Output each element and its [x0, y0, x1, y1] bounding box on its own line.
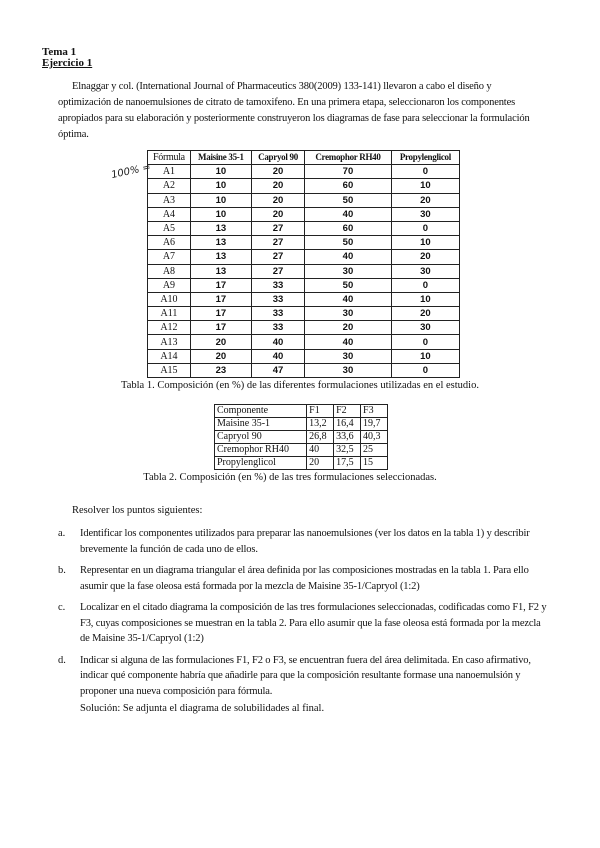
table-cell: 0	[391, 363, 459, 377]
table-cell: 27	[251, 264, 304, 278]
table-cell: 47	[251, 363, 304, 377]
table-cell: 30	[305, 307, 392, 321]
selected-formulations-table-body	[215, 418, 388, 470]
table-cell: 10	[190, 179, 251, 193]
table-cell: 13	[190, 250, 251, 264]
table-cell: 20	[391, 250, 459, 264]
row-label-cell: A12	[148, 321, 191, 335]
question-list	[58, 526, 548, 705]
table-cell: 13,2	[307, 418, 334, 431]
table-cell: 40	[305, 250, 392, 264]
item-label: a.	[58, 528, 66, 539]
table-cell: 20	[251, 165, 304, 179]
table-cell: 17	[190, 278, 251, 292]
table-row	[148, 165, 460, 179]
table-cell: 27	[251, 250, 304, 264]
table-header-row	[215, 405, 388, 418]
row-label-cell: A4	[148, 207, 191, 221]
table-cell: 40	[251, 335, 304, 349]
table-cell: 17	[190, 307, 251, 321]
row-label-cell: A3	[148, 193, 191, 207]
table-cell: 10	[391, 292, 459, 306]
table-cell: 20	[305, 321, 392, 335]
table-cell: 30	[305, 264, 392, 278]
table-cell: 30	[391, 264, 459, 278]
table-cell: 40	[307, 444, 334, 457]
list-item	[58, 526, 548, 557]
table-row	[148, 321, 460, 335]
item-text: Representar en un diagrama triangular el área definida por las composiciones mostradas en la tabla 1. Para ello asumir que la fase oleosa está formada por la mezcla de Maisine 35-1/Capryol (1:2)	[80, 565, 529, 592]
row-label-cell: Capryol 90	[215, 431, 307, 444]
table-cell: 17	[190, 321, 251, 335]
table-header-row	[148, 151, 460, 165]
row-label-cell: A6	[148, 236, 191, 250]
table-row	[148, 179, 460, 193]
table-cell: 13	[190, 236, 251, 250]
column-header: Propylenglicol	[391, 151, 459, 165]
table2-caption: Tabla 2. Composición (en %) de las tres formulaciones seleccionadas.	[143, 472, 437, 483]
row-label-cell: A5	[148, 221, 191, 235]
row-label-cell: A11	[148, 307, 191, 321]
table-cell: 13	[190, 264, 251, 278]
table-cell: 20	[251, 179, 304, 193]
table-cell: 50	[305, 278, 392, 292]
table-cell: 10	[391, 236, 459, 250]
table-cell: 40	[305, 335, 392, 349]
table-cell: 10	[190, 207, 251, 221]
table-cell: 60	[305, 179, 392, 193]
table-cell: 40	[305, 292, 392, 306]
table-cell: 10	[190, 193, 251, 207]
table-cell: 25	[361, 444, 388, 457]
table-cell: 33	[251, 292, 304, 306]
table-cell: 23	[190, 363, 251, 377]
solution-note: Solución: Se adjunta el diagrama de solubilidades al final.	[80, 703, 325, 714]
table-cell: 19,7	[361, 418, 388, 431]
table-cell: 0	[391, 278, 459, 292]
row-label-cell: A13	[148, 335, 191, 349]
row-label-cell: Cremophor RH40	[215, 444, 307, 457]
table-cell: 20	[391, 193, 459, 207]
table-cell: 30	[305, 349, 392, 363]
table-cell: 16,4	[334, 418, 361, 431]
table-row	[215, 444, 388, 457]
row-label-cell: Propylenglicol	[215, 457, 307, 470]
table-row	[148, 363, 460, 377]
formulations-table-body	[148, 165, 460, 378]
table-cell: 13	[190, 221, 251, 235]
table-row	[148, 292, 460, 306]
table-cell: 0	[391, 221, 459, 235]
row-label-cell: A7	[148, 250, 191, 264]
table-cell: 10	[190, 165, 251, 179]
table-row	[215, 431, 388, 444]
table-cell: 15	[361, 457, 388, 470]
item-text: Localizar en el citado diagrama la composición de las tres formulaciones seleccionadas, codificadas como F1, F2 y F3, cuyas composiciones se muestran en la tabla 2. Para ello asumir que la fase oleosa está formada por la mezcla de Maisine 35-1/Capryol (1:2)	[80, 602, 547, 644]
column-header: Fórmula	[148, 151, 191, 165]
table-cell: 32,5	[334, 444, 361, 457]
column-header: Maisine 35-1	[190, 151, 251, 165]
table1-caption: Tabla 1. Composición (en %) de las diferentes formulaciones utilizadas en el estudio.	[121, 380, 479, 391]
table-cell: 26,8	[307, 431, 334, 444]
table-row	[148, 278, 460, 292]
table-cell: 0	[391, 165, 459, 179]
table-row	[148, 236, 460, 250]
row-label-cell: A15	[148, 363, 191, 377]
table-row	[215, 418, 388, 431]
row-label-cell: A2	[148, 179, 191, 193]
table-cell: 33	[251, 278, 304, 292]
table-cell: 33,6	[334, 431, 361, 444]
column-header: Capryol 90	[251, 151, 304, 165]
table-cell: 20	[391, 307, 459, 321]
table-row	[148, 264, 460, 278]
table-cell: 17,5	[334, 457, 361, 470]
table-cell: 30	[391, 321, 459, 335]
row-label-cell: A9	[148, 278, 191, 292]
table-cell: 20	[190, 349, 251, 363]
table-row	[148, 221, 460, 235]
row-label-cell: A8	[148, 264, 191, 278]
table-cell: 27	[251, 221, 304, 235]
intro-text: Elnaggar y col. (International Journal of Pharmaceutics 380(2009) 133-141) llevaron a cabo el diseño y optimización de nanoemulsiones de citrato de tamoxifeno. En una primera etapa, seleccionaron los componentes apropiados para su elaboración y posteriormente construyeron los diagramas de fase para seleccionar la formulación óptima.	[58, 81, 530, 140]
table-cell: 30	[391, 207, 459, 221]
column-header: Cremophor RH40	[305, 151, 392, 165]
table-cell: 20	[307, 457, 334, 470]
table-cell: 40	[251, 349, 304, 363]
row-label-cell: A10	[148, 292, 191, 306]
table-row	[148, 349, 460, 363]
item-label: c.	[58, 602, 66, 613]
row-label-cell: A1	[148, 165, 191, 179]
table-cell: 33	[251, 321, 304, 335]
item-text: Indicar si alguna de las formulaciones F1, F2 o F3, se encuentran fuera del área delimitada. En caso afirmativo, indicar qué componente habría que añadirle para que la composición resultante formase una nanoemulsión y proponer una nueva composición para fórmula.	[80, 654, 531, 697]
list-item	[58, 563, 548, 594]
exercise-title: Ejercicio 1	[42, 57, 93, 69]
table-row	[148, 307, 460, 321]
table-cell: 0	[391, 335, 459, 349]
handwritten-annotation: 100% =	[110, 161, 152, 182]
table-cell: 27	[251, 236, 304, 250]
instructions-heading: Resolver los puntos siguientes:	[72, 505, 203, 516]
table-row	[148, 250, 460, 264]
table-cell: 20	[190, 335, 251, 349]
table-row	[148, 335, 460, 349]
row-label-cell: A14	[148, 349, 191, 363]
selected-formulations-table	[214, 404, 388, 470]
topic-title: Tema 1	[42, 46, 77, 58]
table-row	[215, 457, 388, 470]
table-cell: 70	[305, 165, 392, 179]
table-cell: 30	[305, 363, 392, 377]
table-cell: 20	[251, 207, 304, 221]
item-label: b.	[58, 565, 66, 576]
table-cell: 33	[251, 307, 304, 321]
table-cell: 40	[305, 207, 392, 221]
table-cell: 50	[305, 236, 392, 250]
column-header: Componente	[215, 405, 307, 418]
column-header: F1	[307, 405, 334, 418]
list-item	[58, 653, 548, 700]
column-header: F3	[361, 405, 388, 418]
table-cell: 10	[391, 179, 459, 193]
table-row	[148, 207, 460, 221]
intro-paragraph	[58, 79, 536, 143]
item-label: d.	[58, 654, 66, 666]
table-cell: 50	[305, 193, 392, 207]
item-text: Identificar los componentes utilizados para preparar las nanoemulsiones (ver los datos en la tabla 1) y describir brevemente la función de cada uno de ellos.	[80, 528, 530, 555]
table-cell: 40,3	[361, 431, 388, 444]
table-cell: 17	[190, 292, 251, 306]
row-label-cell: Maisine 35-1	[215, 418, 307, 431]
table-cell: 10	[391, 349, 459, 363]
table-cell: 60	[305, 221, 392, 235]
column-header: F2	[334, 405, 361, 418]
list-item	[58, 600, 548, 647]
table-row	[148, 193, 460, 207]
formulations-table	[147, 150, 460, 378]
table-cell: 20	[251, 193, 304, 207]
